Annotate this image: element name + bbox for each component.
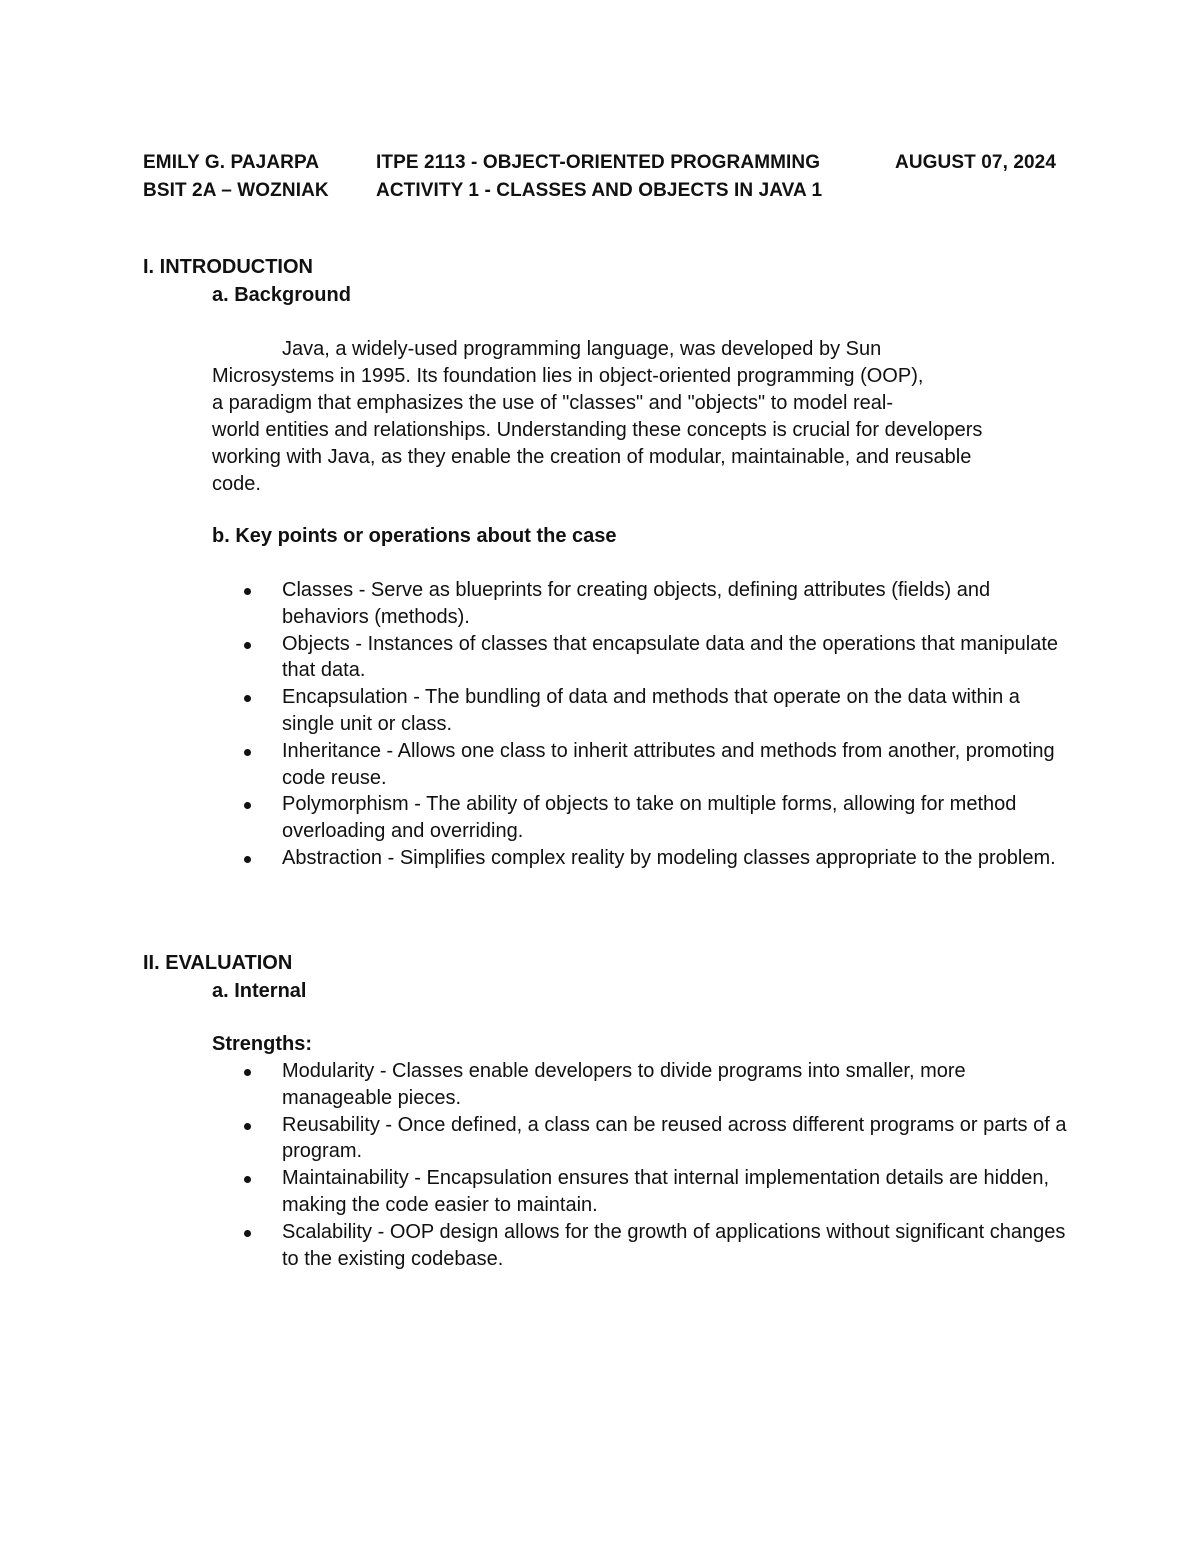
paragraph-line: Microsystems in 1995. Its foundation lies in object-oriented programming (OOP), bbox=[212, 365, 924, 387]
bullet-icon bbox=[244, 588, 251, 595]
introduction-heading: I. INTRODUCTION bbox=[143, 256, 313, 278]
list-item: Abstraction - Simplifies complex reality by modeling classes appropriate to the problem. bbox=[212, 845, 1072, 872]
list-item: Modularity - Classes enable developers to divide programs into smaller, more manageable pieces. bbox=[212, 1058, 1072, 1112]
activity-title: ACTIVITY 1 - CLASSES AND OBJECTS IN JAVA 1 bbox=[376, 180, 823, 201]
bullet-icon bbox=[244, 802, 251, 809]
background-paragraph bbox=[212, 336, 1072, 498]
date: AUGUST 07, 2024 bbox=[895, 152, 1056, 173]
bullet-icon bbox=[244, 1123, 251, 1130]
bullet-icon bbox=[244, 749, 251, 756]
paragraph-line: code. bbox=[212, 473, 261, 495]
bullet-icon bbox=[244, 695, 251, 702]
section: BSIT 2A – WOZNIAK bbox=[143, 180, 329, 201]
bullet-icon bbox=[244, 1069, 251, 1076]
list-item: Objects - Instances of classes that encapsulate data and the operations that manipulate that data. bbox=[212, 631, 1072, 685]
bullet-icon bbox=[244, 856, 251, 863]
list-item: Classes - Serve as blueprints for creating objects, defining attributes (fields) and behaviors (methods). bbox=[212, 577, 1072, 631]
internal-heading: a. Internal bbox=[212, 980, 307, 1002]
list-item: Polymorphism - The ability of objects to take on multiple forms, allowing for method overloading and overriding. bbox=[212, 791, 1072, 845]
paragraph-line: Java, a widely-used programming language, was developed by Sun bbox=[282, 338, 882, 360]
student-name: EMILY G. PAJARPA bbox=[143, 152, 320, 173]
paragraph-line: working with Java, as they enable the creation of modular, maintainable, and reusable bbox=[212, 446, 972, 468]
strengths-list bbox=[212, 1058, 1072, 1272]
list-item: Inheritance - Allows one class to inherit attributes and methods from another, promoting code reuse. bbox=[212, 738, 1072, 792]
course-title: ITPE 2113 - OBJECT-ORIENTED PROGRAMMING bbox=[376, 152, 821, 173]
evaluation-heading: II. EVALUATION bbox=[143, 952, 293, 974]
list-item: Encapsulation - The bundling of data and methods that operate on the data within a single unit or class. bbox=[212, 684, 1072, 738]
list-item: Reusability - Once defined, a class can be reused across different programs or parts of a program. bbox=[212, 1112, 1072, 1166]
bullet-icon bbox=[244, 1176, 251, 1183]
list-item: Scalability - OOP design allows for the growth of applications without significant changes to the existing codebase. bbox=[212, 1219, 1072, 1273]
list-item: Maintainability - Encapsulation ensures that internal implementation details are hidden, making the code easier to maintain. bbox=[212, 1165, 1072, 1219]
bullet-icon bbox=[244, 642, 251, 649]
strengths-heading: Strengths: bbox=[212, 1033, 312, 1055]
bullet-icon bbox=[244, 1230, 251, 1237]
key-points-heading: b. Key points or operations about the case bbox=[212, 525, 617, 547]
key-points-list bbox=[212, 577, 1072, 872]
paragraph-line: a paradigm that emphasizes the use of "classes" and "objects" to model real- bbox=[212, 392, 893, 414]
background-heading: a. Background bbox=[212, 284, 351, 306]
paragraph-line: world entities and relationships. Understanding these concepts is crucial for developers bbox=[212, 419, 983, 441]
